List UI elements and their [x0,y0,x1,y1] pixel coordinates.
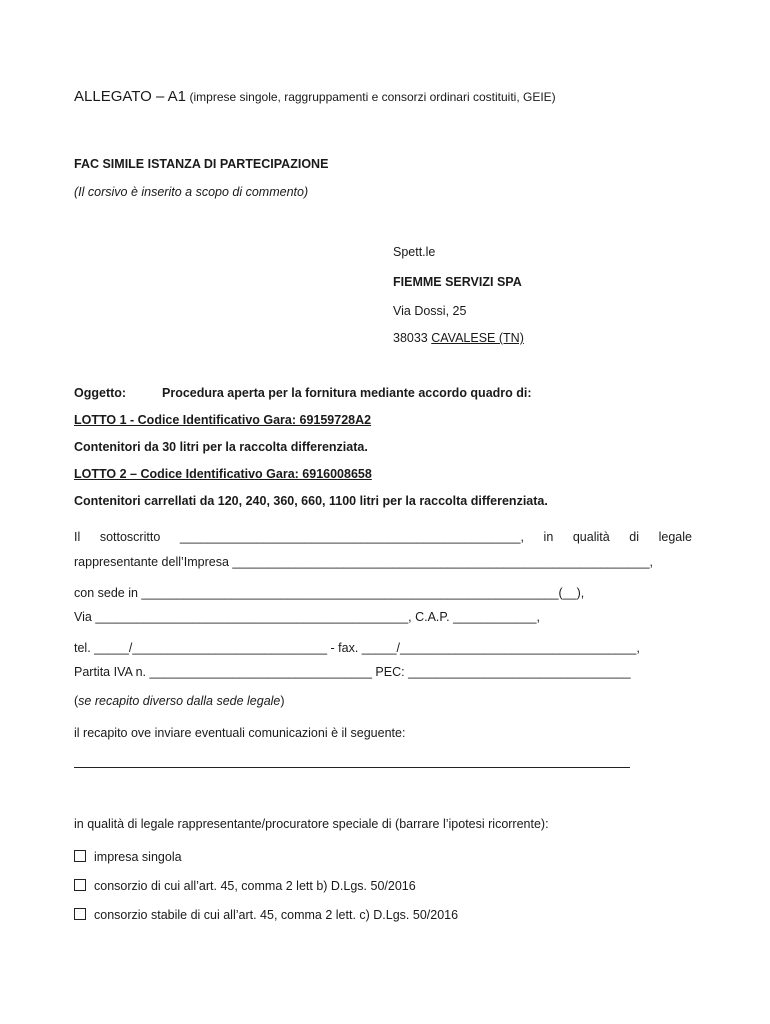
recipient-street: Via Dossi, 25 [393,304,467,318]
recipient-postcode: 38033 [393,331,428,345]
option-label: consorzio stabile di cui all’art. 45, comma 2 lett. c) D.Lgs. 50/2016 [94,908,459,922]
checkbox[interactable] [74,908,86,920]
recapito-blank-line [74,767,630,768]
recapito-note: (se recapito diverso dalla sede legale) [74,694,285,708]
allegato-heading [74,89,556,105]
option-label: consorzio di cui all’art. 45, comma 2 lett b) D.Lgs. 50/2016 [94,879,416,893]
allegato-note: (imprese singole, raggruppamenti e consorzi ordinari costituiti, GEIE) [189,90,556,104]
undersigned-line [74,529,692,545]
lotto2-description: Contenitori carrellati da 120, 240, 360, 660, 1100 litri per la raccolta differenziata. [74,494,548,508]
recipient-city-line [393,330,524,346]
word-legale: legale [658,530,692,544]
subject-text: Procedura aperta per la fornitura mediante accordo quadro di: [162,386,532,400]
registered-office-line: con sede in ____________________________________________________________(__), [74,586,585,600]
word-il: Il [74,530,81,544]
option-label: impresa singola [94,850,182,864]
phone-fax-line: tel. _____/____________________________ - fax. _____/__________________________________, [74,641,640,655]
recipient-company: FIEMME SERVIZI SPA [393,275,522,289]
checkbox[interactable] [74,850,86,862]
checkbox[interactable] [74,879,86,891]
lotto1-description: Contenitori da 30 litri per la raccolta differenziata. [74,440,368,454]
allegato-label: ALLEGATO – A1 [74,88,187,105]
option-consorzio-stabile[interactable] [74,907,458,923]
lotto2-code: LOTTO 2 – Codice Identificativo Gara: 6916008658 [74,467,372,481]
form-title: FAC SIMILE ISTANZA DI PARTECIPAZIONE [74,157,329,171]
word-in: in [543,530,554,544]
recipient-city: CAVALESE (TN) [431,331,524,345]
recapito-text: il recapito ove inviare eventuali comunicazioni è il seguente: [74,726,406,740]
representative-line: rappresentante dell’Impresa ____________________________________________________________, [74,555,654,569]
recapito-note-text: se recapito diverso dalla sede legale [78,694,281,708]
word-di: di [629,530,640,544]
word-qualita: qualità [572,530,610,544]
subject-label: Oggetto: [74,386,127,400]
option-consorzio[interactable] [74,878,416,894]
address-line: Via _____________________________________________, C.A.P. ____________, [74,610,540,624]
qualita-text: in qualità di legale rappresentante/procuratore speciale di (barrare l’ipotesi ricorrente): [74,817,549,831]
name-blank: _________________________________________________, [179,530,524,544]
option-impresa-singola[interactable] [74,849,182,865]
form-comment: (Il corsivo è inserito a scopo di commento) [74,185,309,199]
recipient-salutation: Spett.le [393,245,436,259]
lotto1-code: LOTTO 1 - Codice Identificativo Gara: 69159728A2 [74,413,372,427]
word-sottoscritto: sottoscritto [99,530,161,544]
vat-pec-line: Partita IVA n. ________________________________ PEC: ________________________________ [74,665,631,679]
